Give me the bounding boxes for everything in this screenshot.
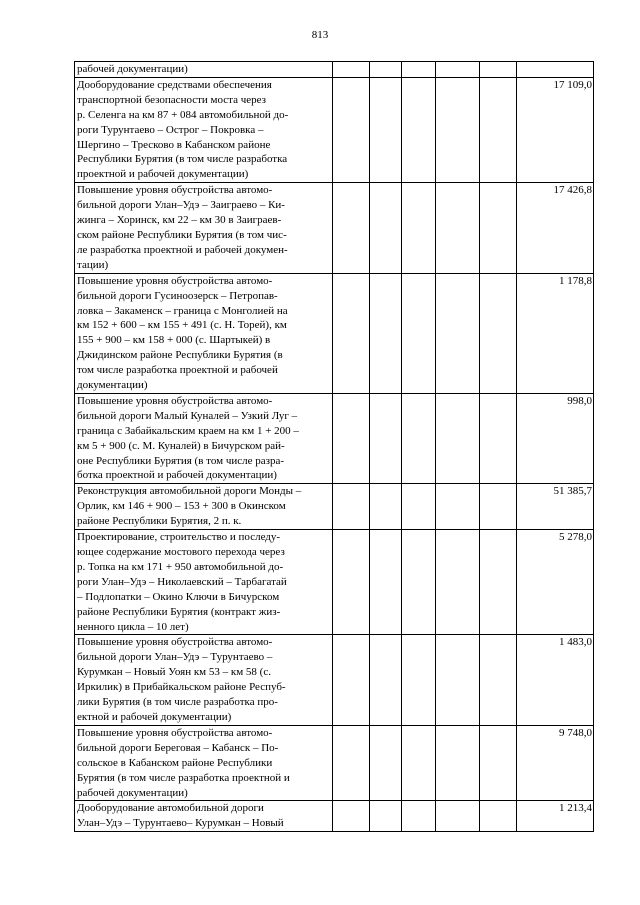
empty-cell <box>402 77 436 182</box>
row-description <box>75 530 333 635</box>
empty-cell <box>370 393 402 483</box>
description-line: Иркилик) в Прибайкальском районе Респуб- <box>77 681 286 694</box>
table-body <box>75 62 594 832</box>
description-line: Повышение уровня обустройства автомо- <box>77 274 273 287</box>
empty-cell <box>333 393 370 483</box>
table-row <box>75 484 594 530</box>
empty-cell <box>402 530 436 635</box>
empty-cell <box>333 183 370 273</box>
description-line: ботка проектной и рабочей документации) <box>77 469 277 482</box>
row-amount: 17 426,8 <box>517 183 594 273</box>
empty-cell <box>402 635 436 725</box>
empty-cell <box>370 801 402 832</box>
description-line: ектной и рабочей документации) <box>77 710 232 723</box>
empty-cell <box>402 801 436 832</box>
empty-cell <box>436 530 480 635</box>
description-line: р. Селенга на км 87 + 084 автомобильной до- <box>77 108 289 121</box>
description-line: км 5 + 900 (с. М. Куналей) в Бичурском рай- <box>77 439 285 452</box>
empty-cell <box>480 62 517 78</box>
row-amount: 1 483,0 <box>517 635 594 725</box>
empty-cell <box>436 77 480 182</box>
description-line: бильной дороги Улан–Удэ – Заиграево – Ки- <box>77 199 285 212</box>
empty-cell <box>402 183 436 273</box>
empty-cell <box>436 635 480 725</box>
empty-cell <box>370 484 402 530</box>
empty-cell <box>370 273 402 393</box>
empty-cell <box>402 393 436 483</box>
description-line: Курумкан – Новый Уоян км 53 – км 58 (с. <box>77 666 271 679</box>
empty-cell <box>480 635 517 725</box>
description-line: ющее содержание мостового перехода через <box>77 546 285 558</box>
page-number: 813 <box>311 29 329 41</box>
description-line: том числе разработка проектной и рабочей <box>77 364 278 377</box>
empty-cell <box>480 725 517 801</box>
table-row <box>75 183 594 273</box>
row-amount: 5 278,0 <box>517 530 594 635</box>
empty-cell <box>370 183 402 273</box>
row-amount: 51 385,7 <box>517 484 594 530</box>
description-line: Повышение уровня обустройства автомо- <box>77 636 273 649</box>
description-line: Улан–Удэ – Турунтаево– Курумкан – Новый <box>77 817 284 830</box>
empty-cell <box>333 62 370 78</box>
empty-cell <box>370 530 402 635</box>
empty-cell <box>436 725 480 801</box>
empty-cell <box>480 183 517 273</box>
row-amount <box>517 62 594 78</box>
table-row <box>75 62 594 78</box>
empty-cell <box>436 801 480 832</box>
description-line: роги Турунтаево – Острог – Покровка – <box>77 123 264 136</box>
description-line: бильной дороги Гусиноозерск – Петропав- <box>77 289 278 302</box>
empty-cell <box>402 273 436 393</box>
description-line: р. Топка на км 171 + 950 автомобильной до- <box>77 560 284 573</box>
row-amount: 1 213,4 <box>517 801 594 832</box>
empty-cell <box>436 393 480 483</box>
row-description <box>75 393 333 483</box>
description-line: км 152 + 600 – км 155 + 491 (с. Н. Торей), км <box>77 319 287 332</box>
description-line: Бурятия (в том числе разработка проектной и <box>77 771 290 784</box>
empty-cell <box>480 530 517 635</box>
table-row <box>75 393 594 483</box>
description-line: тации) <box>77 258 109 271</box>
description-line: Дооборудование автомобильной дороги <box>77 802 264 815</box>
description-line: – Подлопатки – Окино Ключи в Бичурском <box>77 590 280 603</box>
table-row <box>75 77 594 182</box>
description-line: Проектирование, строительство и последу- <box>77 531 281 544</box>
description-line: 155 + 900 – км 158 + 000 (с. Шартыкей) в <box>77 334 271 347</box>
empty-cell <box>436 273 480 393</box>
description-line: ском районе Республики Бурятия (в том чис- <box>77 228 287 241</box>
description-line: Повышение уровня обустройства автомо- <box>77 394 273 407</box>
description-line: оне Республики Бурятия (в том числе разра- <box>77 454 285 467</box>
table-row <box>75 273 594 393</box>
row-description <box>75 62 333 78</box>
description-line: сольское в Кабанском районе Республики <box>77 756 273 769</box>
description-line: ловка – Закаменск – граница с Монголией на <box>77 304 288 317</box>
description-line: граница с Забайкальским краем на км 1 + 200 – <box>77 424 299 437</box>
row-description <box>75 635 333 725</box>
empty-cell <box>333 725 370 801</box>
description-line: ненного цикла – 10 лет) <box>77 620 189 633</box>
description-line: рабочей документации) <box>77 63 188 75</box>
empty-cell <box>402 484 436 530</box>
description-line: роги Улан–Удэ – Николаевский – Тарбагатай <box>77 575 287 588</box>
description-line: Орлик, км 146 + 900 – 153 + 300 в Окинском <box>77 500 286 513</box>
empty-cell <box>436 183 480 273</box>
empty-cell <box>333 484 370 530</box>
description-line: лики Бурятия (в том числе разработка про- <box>77 696 278 709</box>
description-line: жинга – Хоринск, км 22 – км 30 в Заиграев- <box>77 214 282 227</box>
table-row <box>75 725 594 801</box>
description-line: Реконструкция автомобильной дороги Монды – <box>77 485 302 498</box>
description-line: Шергино – Тресково в Кабанском районе <box>77 138 271 151</box>
row-description <box>75 484 333 530</box>
description-line: рабочей документации) <box>77 786 188 799</box>
row-amount: 1 178,8 <box>517 273 594 393</box>
row-description <box>75 725 333 801</box>
description-line: бильной дороги Улан–Удэ – Турунтаево – <box>77 651 273 664</box>
description-line: проектной и рабочей документации) <box>77 168 249 181</box>
description-line: Джидинском районе Республики Бурятия (в <box>77 349 283 362</box>
empty-cell <box>480 77 517 182</box>
empty-cell <box>333 273 370 393</box>
table-row <box>75 530 594 635</box>
description-line: Повышение уровня обустройства автомо- <box>77 184 273 197</box>
empty-cell <box>370 77 402 182</box>
table-row <box>75 801 594 832</box>
empty-cell <box>480 393 517 483</box>
description-line: Повышение уровня обустройства автомо- <box>77 726 273 739</box>
description-line: транспортной безопасности моста через <box>77 93 267 106</box>
row-amount: 17 109,0 <box>517 77 594 182</box>
description-line: районе Республики Бурятия (контракт жиз- <box>77 605 281 618</box>
description-line: ле разработка проектной и рабочей докумен- <box>77 243 288 256</box>
empty-cell <box>436 62 480 78</box>
empty-cell <box>370 635 402 725</box>
budget-table <box>74 61 594 832</box>
table-row <box>75 635 594 725</box>
row-amount: 9 748,0 <box>517 725 594 801</box>
empty-cell <box>333 77 370 182</box>
empty-cell <box>333 530 370 635</box>
empty-cell <box>370 62 402 78</box>
empty-cell <box>436 484 480 530</box>
empty-cell <box>480 484 517 530</box>
row-description <box>75 801 333 832</box>
description-line: документации) <box>77 379 148 392</box>
empty-cell <box>402 62 436 78</box>
description-line: бильной дороги Береговая – Кабанск – По- <box>77 741 279 754</box>
row-description <box>75 273 333 393</box>
empty-cell <box>402 725 436 801</box>
empty-cell <box>480 273 517 393</box>
description-line: бильной дороги Малый Куналей – Узкий Луг – <box>77 409 298 422</box>
empty-cell <box>480 801 517 832</box>
description-line: Республики Бурятия (в том числе разработка <box>77 153 288 166</box>
empty-cell <box>333 801 370 832</box>
description-line: районе Республики Бурятия, 2 п. к. <box>77 515 242 528</box>
row-description <box>75 183 333 273</box>
row-description <box>75 77 333 182</box>
empty-cell <box>333 635 370 725</box>
row-amount: 998,0 <box>517 393 594 483</box>
empty-cell <box>370 725 402 801</box>
description-line: Дооборудование средствами обеспечения <box>77 78 272 91</box>
